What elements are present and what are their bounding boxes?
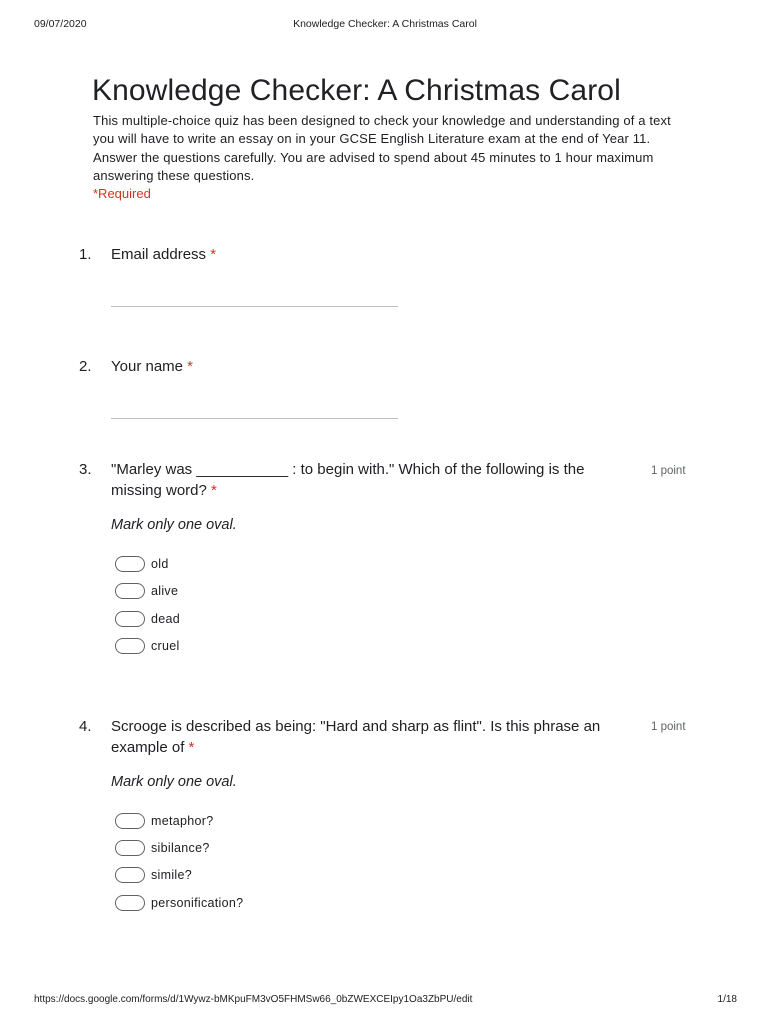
question-text-line-2: missing word? (111, 482, 207, 499)
option-label: simile? (151, 868, 192, 882)
option-personification[interactable] (115, 894, 243, 912)
radio-oval[interactable] (115, 840, 145, 856)
question-number: 4. (79, 718, 92, 735)
option-simile[interactable] (115, 866, 192, 884)
option-label: old (151, 557, 169, 571)
radio-oval[interactable] (115, 583, 145, 599)
form-title: Knowledge Checker: A Christmas Carol (92, 74, 621, 107)
question-label (111, 244, 216, 265)
required-star: * (210, 246, 217, 263)
mark-one-oval-hint: Mark only one oval. (111, 517, 237, 533)
question-text-line-2: example of (111, 739, 185, 756)
option-dead[interactable] (115, 610, 180, 628)
question-text-line-1: "Marley was ___________ : to begin with." Which of the following is the (111, 461, 585, 478)
question-text: Email address (111, 246, 207, 263)
points-label: 1 point (651, 721, 686, 733)
required-star: * (187, 358, 194, 375)
radio-oval[interactable] (115, 638, 145, 654)
mark-one-oval-hint: Mark only one oval. (111, 774, 237, 790)
question-text: Your name (111, 358, 183, 375)
question-label (111, 459, 584, 501)
required-note: *Required (93, 186, 151, 201)
required-star: * (188, 739, 195, 756)
radio-oval[interactable] (115, 556, 145, 572)
option-metaphor[interactable] (115, 812, 213, 830)
option-label: cruel (151, 639, 180, 653)
option-cruel[interactable] (115, 637, 180, 655)
radio-oval[interactable] (115, 867, 145, 883)
print-header-title: Knowledge Checker: A Christmas Carol (293, 18, 477, 30)
print-date: 09/07/2020 (34, 18, 87, 30)
option-old[interactable] (115, 555, 169, 573)
option-label: metaphor? (151, 814, 214, 828)
radio-oval[interactable] (115, 611, 145, 627)
required-star: * (211, 482, 217, 499)
option-sibilance[interactable] (115, 839, 210, 857)
form-description: This multiple-choice quiz has been designed to check your knowledge and understanding of a text you will have to write an essay on in your GCSE English Literature exam at the end of Year 11. Answer the questions carefully. You are advised to spend about 45 minutes to 1 hour maximum answering these questions. (93, 113, 671, 183)
option-alive[interactable] (115, 582, 178, 600)
points-label: 1 point (651, 465, 686, 477)
radio-oval[interactable] (115, 813, 145, 829)
print-footer-url: https://docs.google.com/forms/d/1Wywz-bMKpuFM3vO5FHMSw66_0bZWEXCEIpy1Oa3ZbPU/edit (34, 994, 473, 1005)
name-input[interactable] (111, 418, 398, 419)
option-label: sibilance? (151, 841, 210, 855)
question-number: 1. (79, 246, 92, 263)
question-label (111, 716, 600, 758)
option-label: dead (151, 612, 181, 626)
question-number: 2. (79, 358, 92, 375)
email-input[interactable] (111, 306, 398, 307)
option-label: alive (151, 584, 179, 598)
question-label (111, 356, 193, 377)
question-text-line-1: Scrooge is described as being: "Hard and sharp as flint". Is this phrase an (111, 718, 601, 735)
option-label: personification? (151, 896, 244, 910)
radio-oval[interactable] (115, 895, 145, 911)
page-number: 1/18 (717, 994, 737, 1005)
question-number: 3. (79, 461, 92, 478)
